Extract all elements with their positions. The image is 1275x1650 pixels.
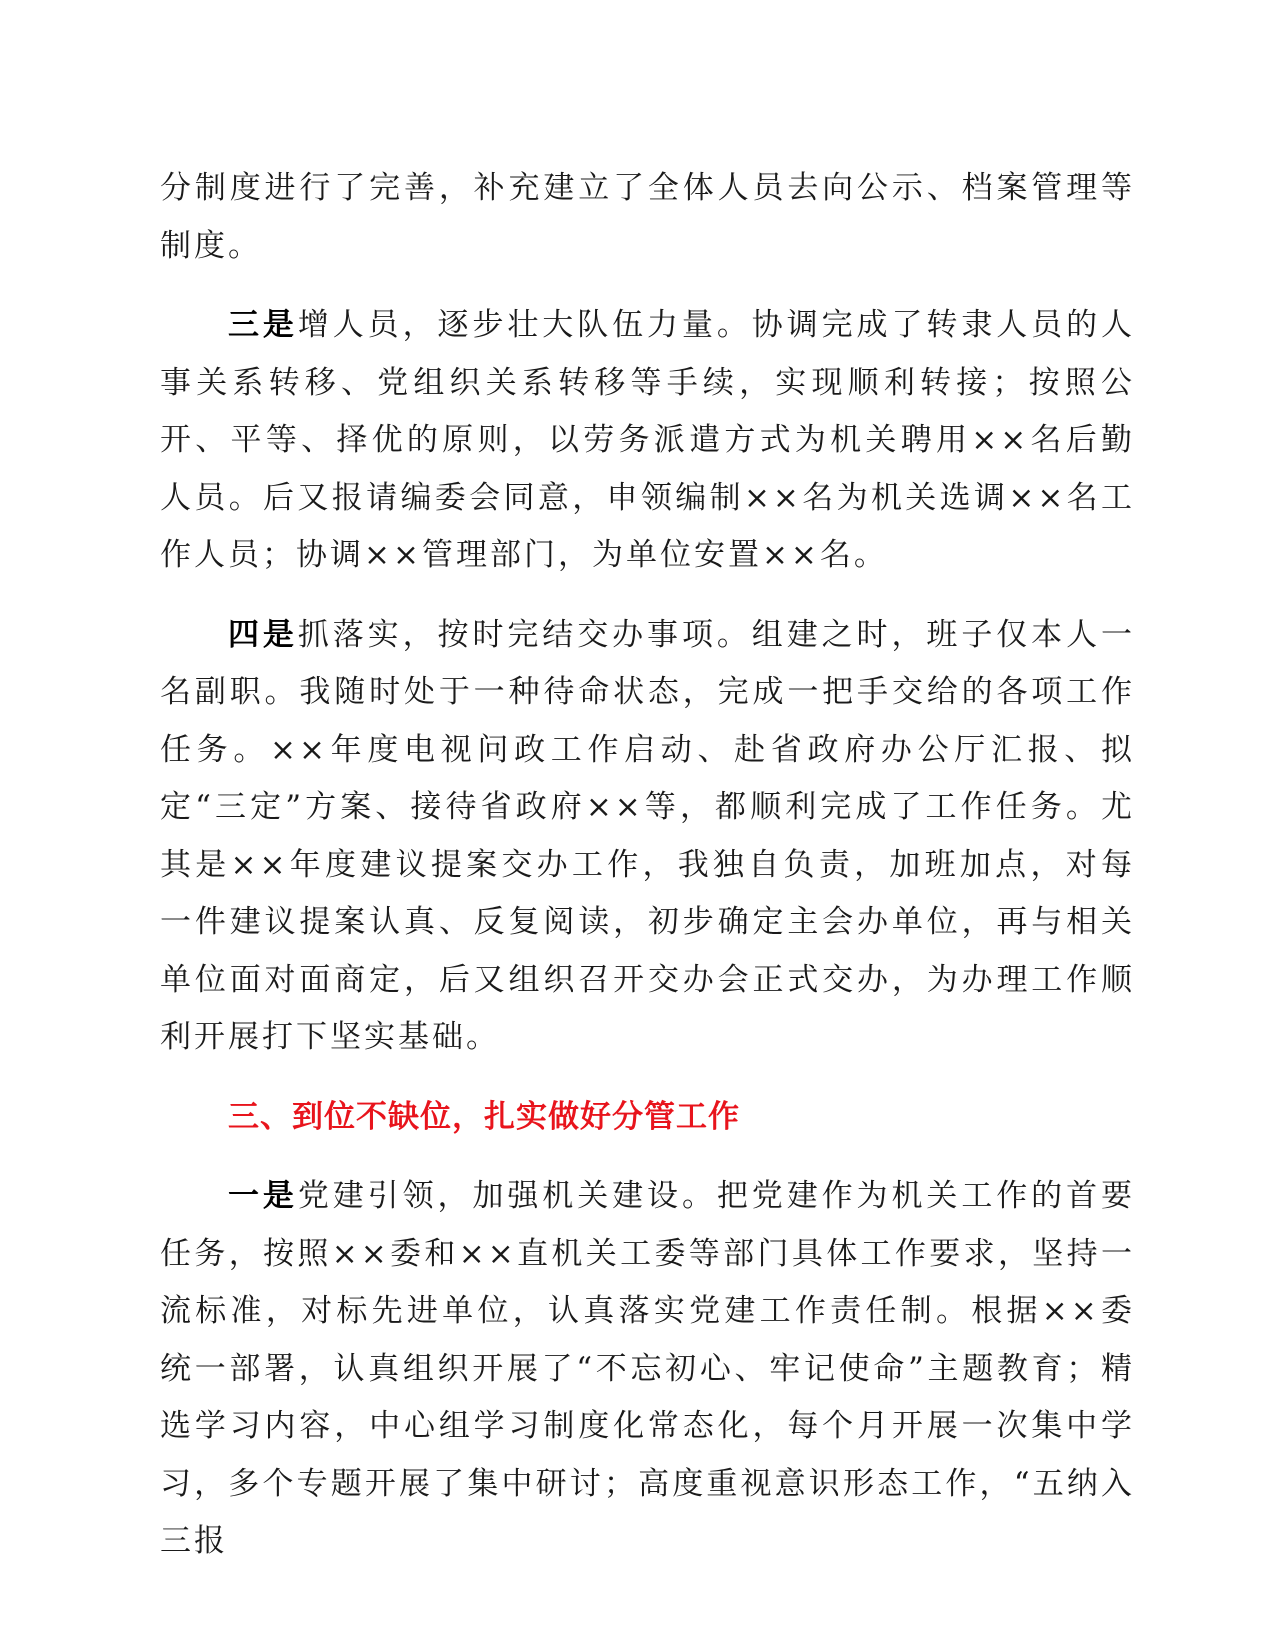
document-body bbox=[160, 160, 1135, 1571]
paragraph-lead: 三是 bbox=[228, 307, 298, 343]
paragraph-continuation bbox=[160, 160, 1135, 275]
paragraph-text: 抓落实，按时完结交办事项。组建之时，班子仅本人一名副职。我随时处于一种待命状态，完成一把手交给的各项工作任务。××年度电视问政工作启动、赴省政府办公厅汇报、拟定“三定”方案、接待省政府××等，都顺利完成了工作任务。尤其是××年度建议提案交办工作，我独自负责，加班加点，对每一件建议提案认真、反复阅读，初步确定主会办单位，再与相关单位面对面商定，后又组织召开交办会正式交办，为办理工作顺利开展打下坚实基础。 bbox=[160, 616, 1136, 1055]
paragraph-lead: 四是 bbox=[228, 616, 298, 653]
paragraph-text: 分制度进行了完善，补充建立了全体人员去向公示、档案管理等制度。 bbox=[160, 170, 1135, 264]
paragraph-one-party-building bbox=[160, 1168, 1135, 1571]
paragraph-three-add-staff bbox=[160, 297, 1135, 585]
section-heading: 三、到位不缺位，扎实做好分管工作 bbox=[228, 1098, 740, 1135]
paragraph-text: 增人员，逐步壮大队伍力量。协调完成了转隶人员的人事关系转移、党组织关系转移等手续，实现顺利转接；按照公开、平等、择优的原则，以劳务派遣方式为机关聘用××名后勤人员。后又报请编委会同意，申领编制××名为机关选调××名工作人员；协调××管理部门，为单位安置××名。 bbox=[160, 307, 1136, 573]
paragraph-lead: 一是 bbox=[228, 1178, 298, 1214]
paragraph-four-implementation bbox=[160, 607, 1135, 1067]
paragraph-text: 党建引领，加强机关建设。把党建作为机关工作的首要任务，按照××委和××直机关工委等部门具体工作要求，坚持一流标准，对标先进单位，认真落实党建工作责任制。根据××委统一部署，认真组织开展了“不忘初心、牢记使命”主题教育；精选学习内容，中心组学习制度化常态化，每个月开展一次集中学习，多个专题开展了集中研讨；高度重视意识形态工作，“五纳入三报 bbox=[160, 1178, 1136, 1559]
